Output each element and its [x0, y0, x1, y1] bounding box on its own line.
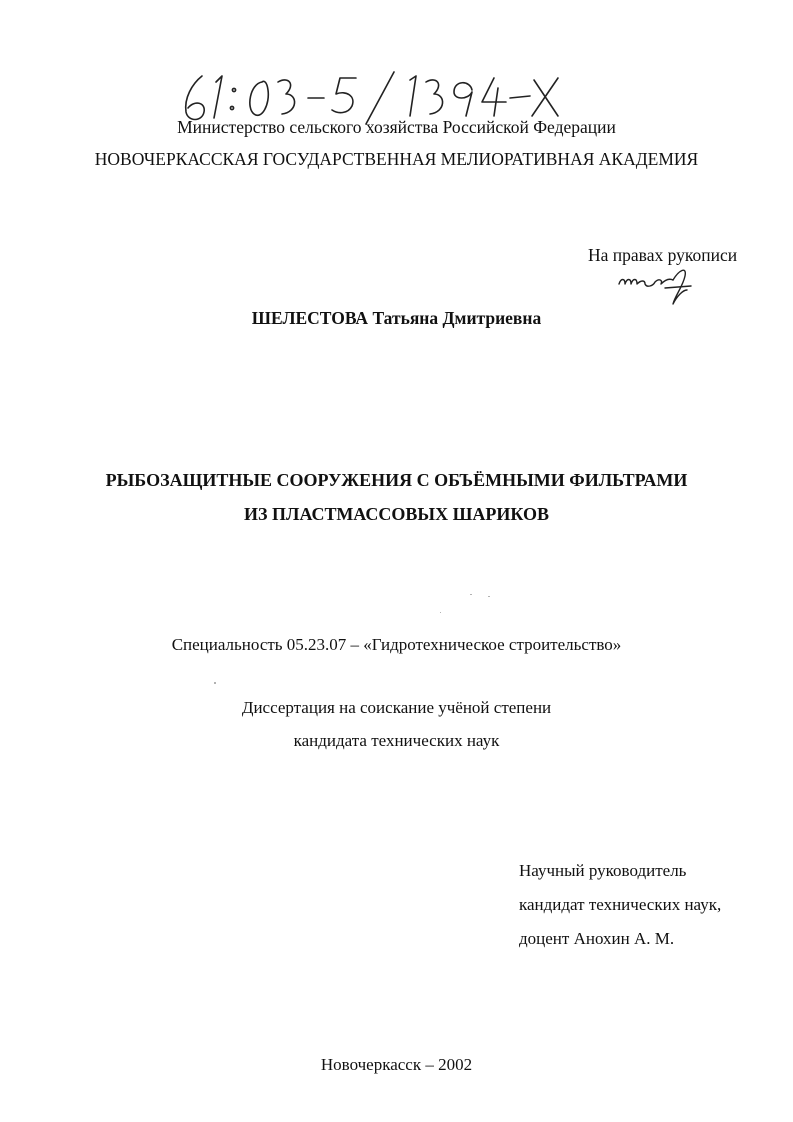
dissertation-line-2: кандидата технических наук [293, 731, 500, 750]
supervisor-line-2: кандидат технических наук, [519, 895, 722, 914]
footer-city-year: Новочеркасск – 2002 [320, 1055, 473, 1074]
supervisor-line-1: Научный руководитель [519, 861, 687, 880]
manuscript-rights: На правах рукописи [588, 245, 738, 265]
scan-speck [214, 682, 216, 684]
academy-line: НОВОЧЕРКАССКАЯ ГОСУДАРСТВЕННАЯ МЕЛИОРАТИВНАЯ АКАДЕМИЯ [94, 149, 699, 169]
title-line-2: ИЗ ПЛАСТМАССОВЫХ ШАРИКОВ [244, 504, 549, 524]
supervisor-line-3: доцент Анохин А. М. [519, 929, 675, 948]
scan-speck [440, 612, 441, 613]
author-given-names: Татьяна Дмитриевна [372, 308, 542, 328]
scan-speck [470, 594, 472, 595]
author-name [0, 307, 793, 329]
author-surname: ШЕЛЕСТОВА [251, 308, 369, 328]
specialty-line: Специальность 05.23.07 – «Гидротехническое строительство» [171, 635, 622, 654]
dissertation-line-1: Диссертация на соискание учёной степени [241, 698, 552, 717]
scan-speck [488, 596, 490, 597]
title-line-1: РЫБОЗАЩИТНЫЕ СООРУЖЕНИЯ С ОБЪЁМНЫМИ ФИЛЬТРАМИ [105, 470, 688, 490]
ministry-line: Министерство сельского хозяйства Российской Федерации [177, 117, 616, 137]
signature [615, 266, 705, 306]
